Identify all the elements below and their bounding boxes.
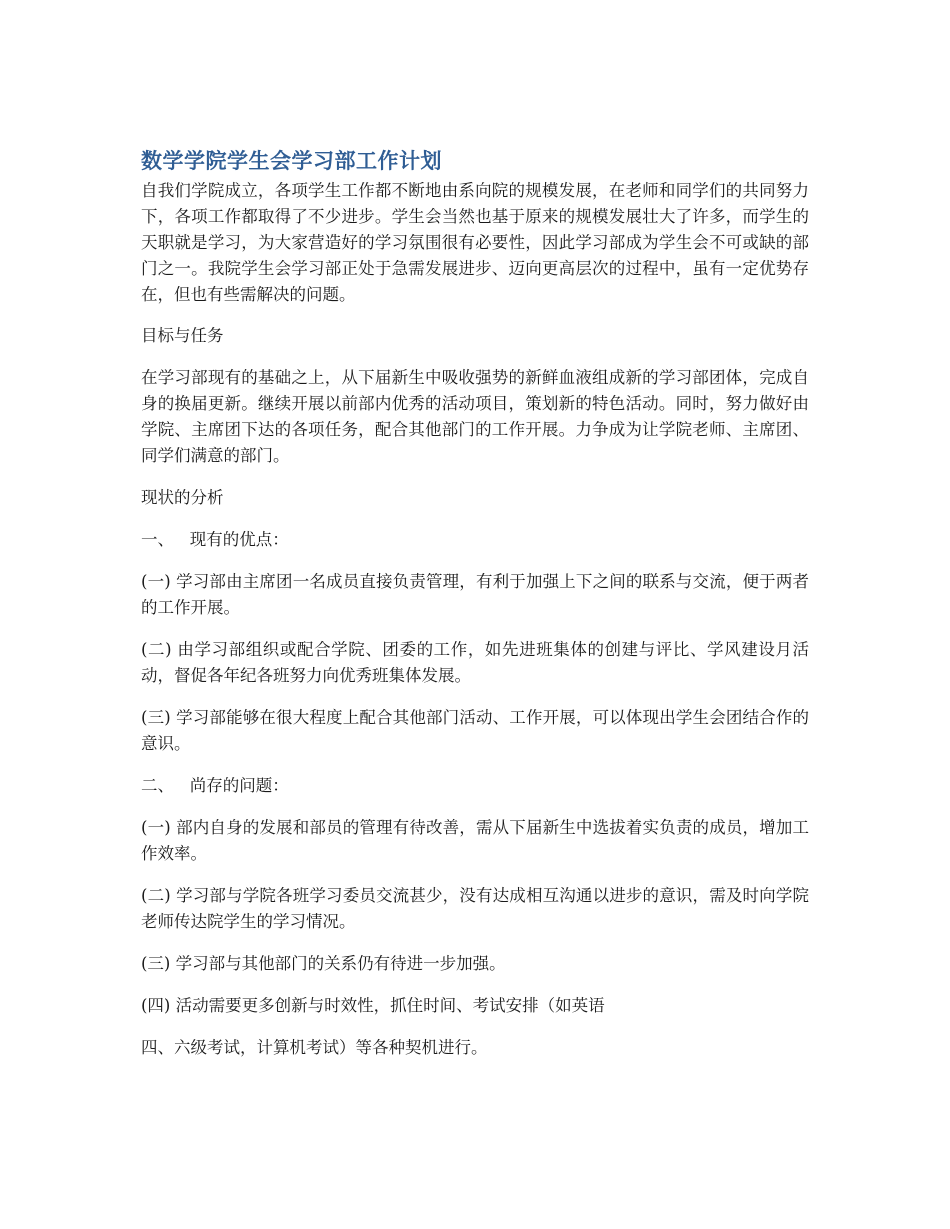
section-heading-goals: 目标与任务 [141,326,224,345]
strength-item-3: (三) 学习部能够在很大程度上配合其他部门活动、工作开展，可以体现出学生会团结合作的意识。 [141,708,809,753]
problem-item-4-continued: 四、六级考试，计算机考试）等各种契机进行。 [141,1038,488,1057]
list-heading-strengths: 一、 现有的优点： [141,530,289,549]
problem-item-3: (三) 学习部与其他部门的关系仍有待进一步加强。 [141,954,506,973]
document-title: 数学学院学生会学习部工作计划 [141,149,442,173]
goals-paragraph: 在学习部现有的基础之上，从下届新生中吸收强势的新鲜血液组成新的学习部团体，完成自身的换届更新。继续开展以前部内优秀的活动项目，策划新的特色活动。同时，努力做好由学院、主席团下达的各项任务，配合其他部门的工作开展。力争成为让学院老师、主席团、同学们满意的部门。 [141,368,809,465]
section-heading-analysis: 现状的分析 [141,488,224,507]
intro-paragraph: 自我们学院成立，各项学生工作都不断地由系向院的规模发展，在老师和同学们的共同努力下，各项工作都取得了不少进步。学生会当然也基于原来的规模发展壮大了许多，而学生的天职就是学习，为大家营造好的学习氛围很有必要性，因此学习部成为学生会不可或缺的部门之一。我院学生会学习部正处于急需发展进步、迈向更高层次的过程中，虽有一定优势存在，但也有些需解决的问题。 [141,181,809,304]
problem-item-1: (一) 部内自身的发展和部员的管理有待改善，需从下届新生中选拔着实负责的成员，增加工作效率。 [141,818,809,863]
problem-item-2: (二) 学习部与学院各班学习委员交流甚少，没有达成相互沟通以进步的意识，需及时向学院老师传达院学生的学习情况。 [141,886,809,931]
list-heading-problems: 二、 尚存的问题： [141,776,289,795]
problem-item-4: (四) 活动需要更多创新与时效性，抓住时间、考试安排（如英语 [141,996,605,1015]
document-page [141,146,809,1077]
strength-item-1: (一) 学习部由主席团一名成员直接负责管理，有利于加强上下之间的联系与交流，便于两者的工作开展。 [141,572,809,617]
strength-item-2: (二) 由学习部组织或配合学院、团委的工作，如先进班集体的创建与评比、学风建设月活动，督促各年纪各班努力向优秀班集体发展。 [141,640,809,685]
